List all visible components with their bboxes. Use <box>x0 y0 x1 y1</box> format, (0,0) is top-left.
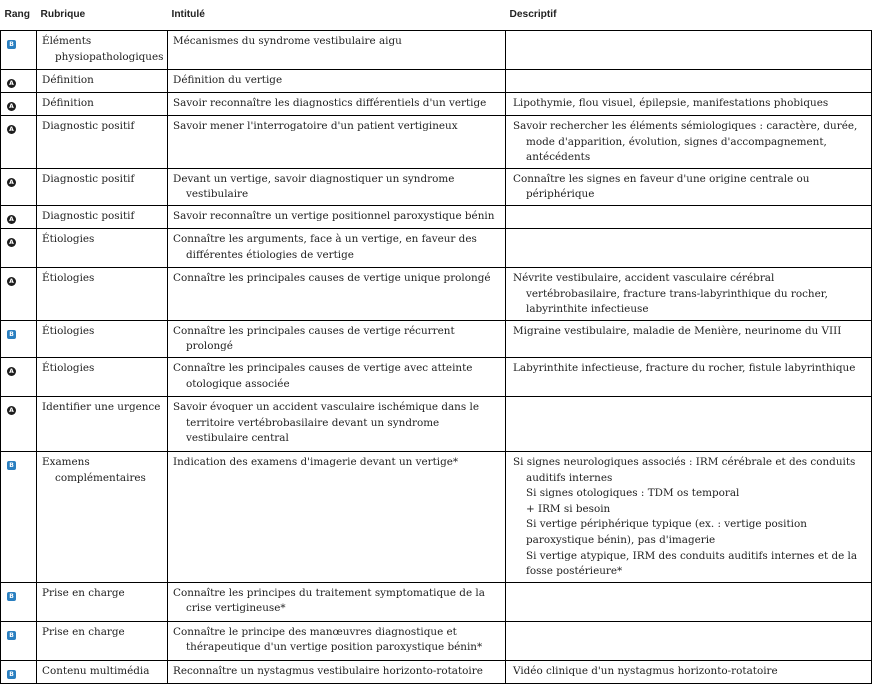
intitule-cell: Connaître les principes du traitement symptomatique de la crise vertigineuse* <box>168 582 506 621</box>
descriptif-cell <box>506 228 872 267</box>
rubrique-cell: Étiologies <box>37 320 168 357</box>
rang-a-icon: A <box>7 277 16 286</box>
rang-a-icon: A <box>7 215 16 224</box>
rubrique-cell: Diagnostic positif <box>37 116 168 169</box>
rubrique-cell: Définition <box>37 93 168 116</box>
descriptif-line: Névrite vestibulaire, accident vasculaire cérébral vertébrobasilaire, fracture trans-labyrinthique du rocher, labyrinthite infectieuse <box>513 271 828 316</box>
rang-a-icon: A <box>7 79 16 88</box>
rubrique-cell: Éléments physiopathologiques <box>37 31 168 70</box>
descriptif-line: Si vertige atypique, IRM des conduits auditifs internes et de la fosse postérieure* <box>526 549 858 578</box>
rang-b-icon: B <box>7 631 16 640</box>
intitule-cell: Connaître le principe des manœuvres diagnostique et thérapeutique d'un vertige position paroxystique bénin* <box>168 621 506 660</box>
rang-cell <box>1 660 37 683</box>
rang-cell <box>1 93 37 116</box>
table-row <box>1 70 872 93</box>
descriptif-line: Connaître les signes en faveur d'une origine centrale ou périphérique <box>513 172 810 201</box>
intitule-cell: Savoir reconnaître les diagnostics différentiels d'un vertige <box>168 93 506 116</box>
table-row <box>1 396 872 451</box>
intitule-cell: Savoir reconnaître un vertige positionnel paroxystique bénin <box>168 205 506 228</box>
header-descriptif: Descriptif <box>506 0 872 31</box>
descriptif-line: Lipothymie, flou visuel, épilepsie, manifestations phobiques <box>513 97 829 109</box>
header-rang: Rang <box>1 0 37 31</box>
intitule-cell: Connaître les principales causes de vertige unique prolongé <box>168 267 506 320</box>
table-row <box>1 320 872 357</box>
rang-cell <box>1 320 37 357</box>
rang-b-icon: B <box>7 330 16 339</box>
rang-a-icon: A <box>7 178 16 187</box>
descriptif-cell <box>506 205 872 228</box>
table-row <box>1 116 872 169</box>
descriptif-line: Si signes neurologiques associés : IRM cérébrale et des conduits auditifs internes <box>513 455 856 484</box>
descriptif-line: Vidéo clinique d'un nystagmus horizonto-rotatoire <box>513 664 778 677</box>
header-intitule: Intitulé <box>168 0 506 31</box>
intitule-cell: Savoir mener l'interrogatoire d'un patient vertigineux <box>168 116 506 169</box>
rang-cell <box>1 267 37 320</box>
rang-b-icon: B <box>7 461 16 470</box>
rang-cell <box>1 31 37 70</box>
descriptif-cell <box>506 660 872 683</box>
rubrique-cell: Étiologies <box>37 267 168 320</box>
rang-cell <box>1 357 37 396</box>
descriptif-cell <box>506 357 872 396</box>
intitule-cell: Connaître les principales causes de vertige récurrent prolongé <box>168 320 506 357</box>
rang-cell <box>1 228 37 267</box>
intitule-cell: Connaître les principales causes de vertige avec atteinte otologique associée <box>168 357 506 396</box>
table-row <box>1 660 872 683</box>
table-row <box>1 168 872 205</box>
rubrique-cell: Examens complémentaires <box>37 451 168 582</box>
table-header-row <box>1 0 872 31</box>
rang-a-icon: A <box>7 406 16 415</box>
table-row <box>1 357 872 396</box>
descriptif-line: Si signes otologiques : TDM os temporal <box>526 487 740 500</box>
table-row <box>1 621 872 660</box>
descriptif-cell <box>506 70 872 93</box>
rang-cell <box>1 116 37 169</box>
rang-cell <box>1 621 37 660</box>
rubrique-cell: Diagnostic positif <box>37 168 168 205</box>
descriptif-line: Savoir rechercher les éléments sémiologiques : caractère, durée, mode d'apparition, évolution, signes d'accompagnement, antécédents <box>513 120 858 164</box>
table-row <box>1 267 872 320</box>
rang-cell <box>1 396 37 451</box>
table-row <box>1 451 872 582</box>
descriptif-line: Migraine vestibulaire, maladie de Menière, neurinome du VIII <box>513 324 842 337</box>
rang-a-icon: A <box>7 367 16 376</box>
descriptif-cell <box>506 621 872 660</box>
intitule-cell: Mécanismes du syndrome vestibulaire aigu <box>168 31 506 70</box>
rang-cell <box>1 205 37 228</box>
rang-a-icon: A <box>7 102 16 111</box>
descriptif-cell <box>506 93 872 116</box>
rang-b-icon: B <box>7 670 16 679</box>
table-row <box>1 582 872 621</box>
descriptif-line: + IRM si besoin <box>526 502 611 515</box>
table-row <box>1 93 872 116</box>
rubrique-cell: Contenu multimédia <box>37 660 168 683</box>
intitule-cell: Définition du vertige <box>168 70 506 93</box>
rubrique-cell: Étiologies <box>37 357 168 396</box>
rang-b-icon: B <box>7 592 16 601</box>
rubrique-cell: Prise en charge <box>37 582 168 621</box>
rubrique-cell: Identifier une urgence <box>37 396 168 451</box>
rang-cell <box>1 168 37 205</box>
descriptif-cell <box>506 396 872 451</box>
rang-a-icon: A <box>7 125 16 134</box>
descriptif-cell <box>506 31 872 70</box>
rang-a-icon: A <box>7 238 16 247</box>
intitule-cell: Savoir évoquer un accident vasculaire ischémique dans le territoire vertébrobasilaire devant un syndrome vestibulaire central <box>168 396 506 451</box>
descriptif-cell <box>506 168 872 205</box>
rubrique-cell: Étiologies <box>37 228 168 267</box>
table-row <box>1 31 872 70</box>
rang-cell <box>1 582 37 621</box>
rubrique-cell: Définition <box>37 70 168 93</box>
descriptif-cell <box>506 320 872 357</box>
descriptif-line: Si vertige périphérique typique (ex. : vertige position paroxystique bénin), pas d'imagerie <box>526 518 807 546</box>
descriptif-cell <box>506 582 872 621</box>
intitule-cell: Devant un vertige, savoir diagnostiquer un syndrome vestibulaire <box>168 168 506 205</box>
intitule-cell: Reconnaître un nystagmus vestibulaire horizonto-rotatoire <box>168 660 506 683</box>
descriptif-cell <box>506 267 872 320</box>
descriptif-cell <box>506 451 872 582</box>
descriptif-cell <box>506 116 872 169</box>
rang-cell <box>1 451 37 582</box>
table-body <box>1 31 872 684</box>
rang-cell <box>1 70 37 93</box>
rubrique-cell: Diagnostic positif <box>37 205 168 228</box>
header-rubrique: Rubrique <box>37 0 168 31</box>
table-row <box>1 205 872 228</box>
rubrique-cell: Prise en charge <box>37 621 168 660</box>
intitule-cell: Indication des examens d'imagerie devant un vertige* <box>168 451 506 582</box>
rang-b-icon: B <box>7 40 16 49</box>
intitule-cell: Connaître les arguments, face à un vertige, en faveur des différentes étiologies de vertige <box>168 228 506 267</box>
table-row <box>1 228 872 267</box>
descriptif-line: Labyrinthite infectieuse, fracture du rocher, fistule labyrinthique <box>513 361 856 374</box>
